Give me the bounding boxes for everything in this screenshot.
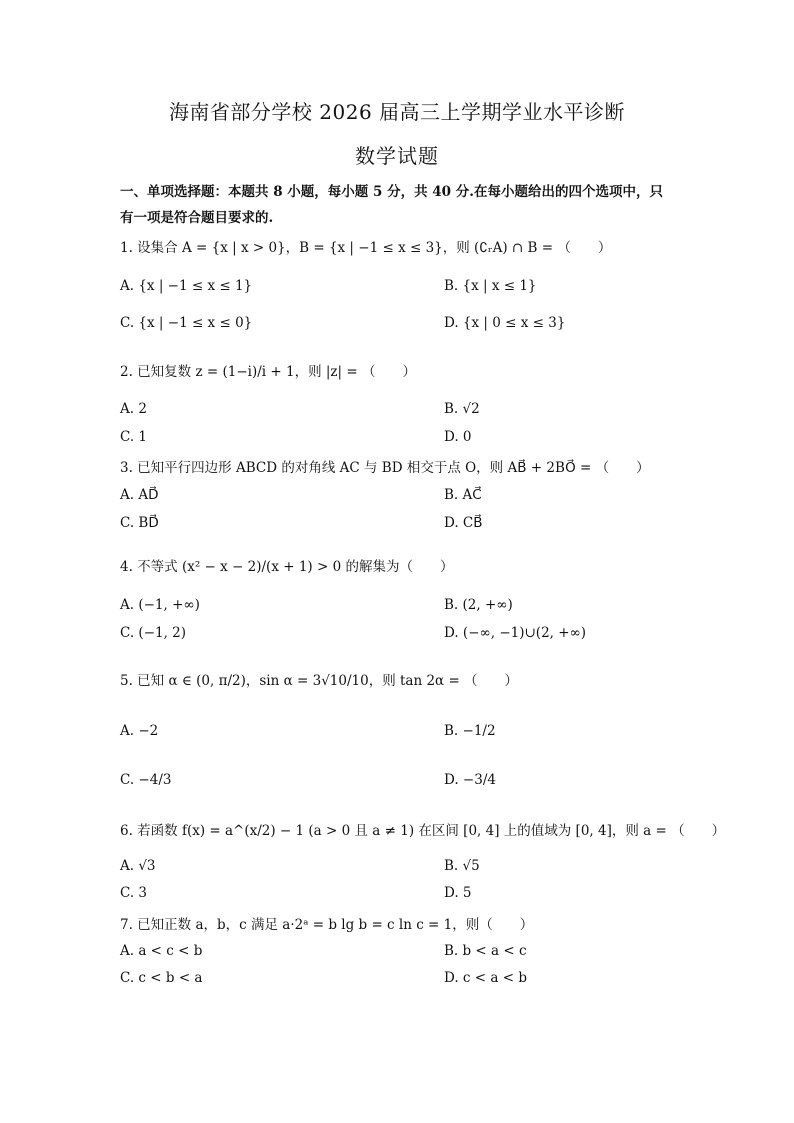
question-1-stem: 1. 设集合 A = {x | x > 0}，B = {x | −1 ≤ x ≤ 3}，则 (∁ᵣA) ∩ B = （ ） [120, 240, 612, 256]
question-1-option-a: A. {x | −1 ≤ x ≤ 1} [120, 278, 253, 294]
question-7-option-a: A. a < c < b [120, 943, 203, 959]
exam-subtitle: 数学试题 [355, 144, 439, 168]
question-3-option-d: D. CB⃗ [444, 515, 483, 531]
question-1-option-b: B. {x | x ≤ 1} [444, 278, 537, 294]
question-6-stem: 6. 若函数 f(x) = a^(x/2) − 1 (a > 0 且 a ≠ 1) 在区间 [0, 4] 上的值域为 [0, 4]，则 a = （ ） [120, 823, 726, 839]
question-7-stem: 7. 已知正数 a，b，c 满足 a·2ᵃ = b lg b = c ln c = 1，则（ ） [120, 917, 534, 933]
question-6-option-b: B. √5 [444, 858, 480, 874]
question-4-option-d: D. (−∞, −1)∪(2, +∞) [444, 625, 587, 641]
question-3-stem: 3. 已知平行四边形 ABCD 的对角线 AC 与 BD 相交于点 O，则 AB⃗ + 2BO⃗ = （ ） [120, 460, 650, 476]
question-2-option-c: C. 1 [120, 429, 148, 445]
question-5-option-d: D. −3/4 [444, 772, 496, 788]
section-heading: 一、单项选择题：本题共 8 小题，每小题 5 分，共 40 分.在每小题给出的四个选项中，只有一项是符合题目要求的. [120, 184, 663, 226]
question-6-option-a: A. √3 [120, 858, 156, 874]
question-1-option-c: C. {x | −1 ≤ x ≤ 0} [120, 315, 253, 331]
question-6-option-d: D. 5 [444, 885, 472, 901]
question-1-option-d: D. {x | 0 ≤ x ≤ 3} [444, 315, 566, 331]
question-6-option-c: C. 3 [120, 885, 148, 901]
question-2-option-b: B. √2 [444, 401, 480, 417]
question-3-option-a: A. AD⃗ [120, 487, 159, 503]
question-5-option-b: B. −1/2 [444, 723, 496, 739]
question-3-option-c: C. BD⃗ [120, 515, 159, 531]
question-5-option-a: A. −2 [120, 723, 159, 739]
question-3-option-b: B. AC⃗ [444, 487, 482, 503]
question-2-option-d: D. 0 [444, 429, 472, 445]
question-2-stem: 2. 已知复数 z = (1−i)/i + 1，则 |z| = （ ） [120, 364, 416, 380]
question-4-option-a: A. (−1, +∞) [120, 597, 200, 613]
question-5-option-c: C. −4/3 [120, 772, 172, 788]
question-7-option-c: C. c < b < a [120, 970, 203, 986]
exam-title: 海南省部分学校 2026 届高三上学期学业水平诊断 [168, 100, 626, 124]
question-7-option-d: D. c < a < b [444, 970, 527, 986]
question-2-option-a: A. 2 [120, 401, 147, 417]
question-5-stem: 5. 已知 α ∈ (0, π/2)，sin α = 3√10/10，则 tan 2α = （ ） [120, 673, 519, 689]
question-7-option-b: B. b < a < c [444, 943, 527, 959]
question-4-option-c: C. (−1, 2) [120, 625, 187, 641]
question-4-option-b: B. (2, +∞) [444, 597, 513, 613]
question-4-stem: 4. 不等式 (x² − x − 2)/(x + 1) > 0 的解集为（ ） [120, 559, 454, 575]
